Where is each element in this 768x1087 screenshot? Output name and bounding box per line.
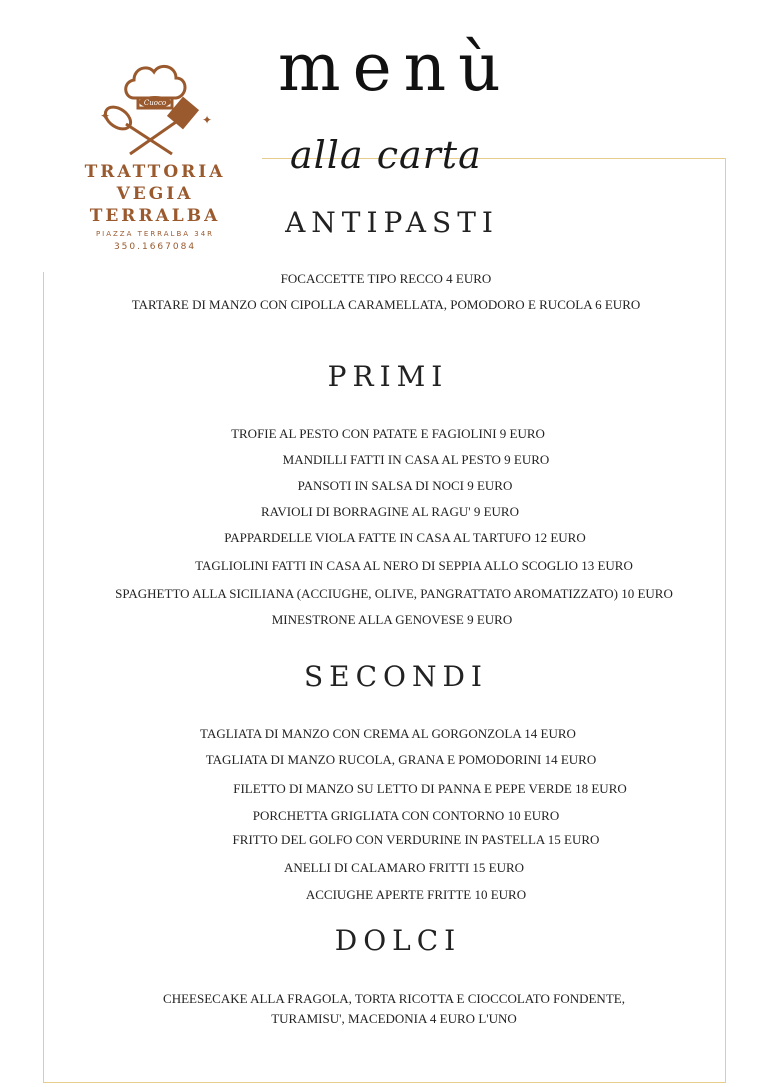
section-title-secondi: SECONDI [303, 660, 488, 693]
logo-phone: 350.1667084 [113, 242, 197, 252]
menu-item: TURAMISU', MACEDONIA 4 EURO L'UNO [271, 1011, 517, 1026]
logo-line-terralba: TERRALBA [89, 206, 221, 226]
chef-hat-utensils-icon [90, 58, 220, 158]
menu-item: MINESTRONE ALLA GENOVESE 9 EURO [271, 612, 513, 627]
menu-item: TROFIE AL PESTO CON PATATE E FAGIOLINI 9 EURO [231, 426, 545, 441]
section-title-dolci: DOLCI [334, 924, 462, 957]
menu-item: TARTARE DI MANZO CON CIPOLLA CARAMELLATA, POMODORO E RUCOLA 6 EURO [131, 297, 641, 312]
menu-item: SPAGHETTO ALLA SICILIANA (ACCIUGHE, OLIVE, PANGRATTATO AROMATIZZATO) 10 EURO [115, 586, 673, 601]
menu-item: FRITTO DEL GOLFO CON VERDURINE IN PASTELLA 15 EURO [232, 832, 600, 847]
logo-address: PIAZZA TERRALBA 34R [95, 230, 215, 238]
logo-line-vegia: VEGIA [116, 184, 194, 204]
logo-line-trattoria: TRATTORIA [84, 162, 226, 182]
section-title-primi: PRIMI [327, 360, 449, 393]
menu-item: TAGLIATA DI MANZO RUCOLA, GRANA E POMODORINI 14 EURO [205, 752, 597, 767]
page-title: menù [278, 29, 513, 106]
page-subtitle: alla carta [290, 133, 482, 177]
section-title-antipasti: ANTIPASTI [285, 206, 499, 239]
menu-item: FILETTO DI MANZO SU LETTO DI PANNA E PEPE VERDE 18 EURO [233, 781, 627, 796]
menu-item: MANDILLI FATTI IN CASA AL PESTO 9 EURO [282, 452, 550, 467]
menu-item: TAGLIOLINI FATTI IN CASA AL NERO DI SEPPIA ALLO SCOGLIO 13 EURO [195, 558, 633, 573]
menu-item: RAVIOLI DI BORRAGINE AL RAGU' 9 EURO [260, 504, 519, 519]
menu-item: FOCACCETTE TIPO RECCO 4 EURO [280, 271, 492, 286]
menu-item: CHEESECAKE ALLA FRAGOLA, TORTA RICOTTA E CIOCCOLATO FONDENTE, [163, 991, 625, 1006]
svg-text:✦: ✦ [202, 113, 213, 127]
menu-item: ANELLI DI CALAMARO FRITTI 15 EURO [283, 860, 525, 875]
menu-item: TAGLIATA DI MANZO CON CREMA AL GORGONZOLA 14 EURO [200, 726, 576, 741]
menu-item: PORCHETTA GRIGLIATA CON CONTORNO 10 EURO [252, 808, 560, 823]
menu-item: PAPPARDELLE VIOLA FATTE IN CASA AL TARTUFO 12 EURO [224, 530, 586, 545]
svg-text:✦: ✦ [100, 109, 111, 123]
menu-item: PANSOTI IN SALSA DI NOCI 9 EURO [297, 478, 513, 493]
logo-badge-text: Cuoco [143, 99, 167, 107]
menu-item: ACCIUGHE APERTE FRITTE 10 EURO [305, 887, 527, 902]
